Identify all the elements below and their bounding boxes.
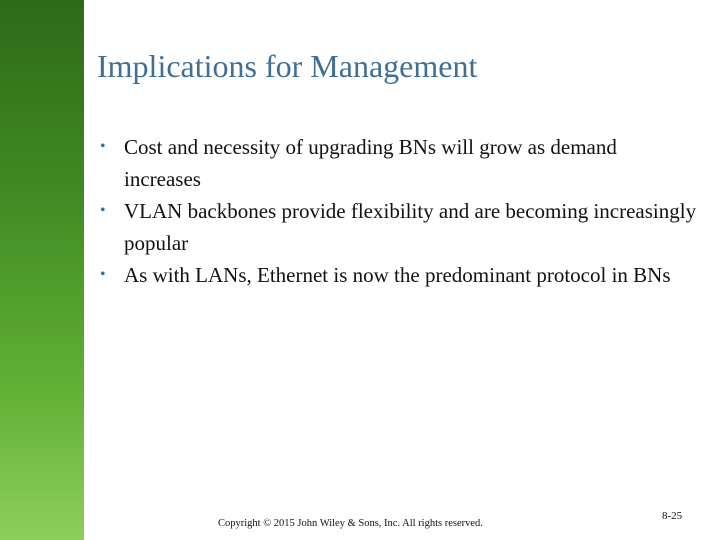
bullet-text: Cost and necessity of upgrading BNs will grow as demand increases — [124, 135, 617, 191]
bullet-dot-icon: • — [100, 266, 106, 283]
bullet-item — [98, 259, 698, 291]
bullet-list — [98, 131, 698, 291]
copyright-notice: Copyright © 2015 John Wiley & Sons, Inc. All rights reserved. — [218, 518, 483, 529]
bullet-text: VLAN backbones provide flexibility and are becoming increasingly popular — [124, 199, 697, 255]
slide-number: 8-25 — [662, 510, 683, 522]
bullet-dot-icon: • — [100, 202, 106, 219]
bullet-item — [98, 195, 698, 259]
bullet-dot-icon: • — [100, 138, 106, 155]
bullet-text: As with LANs, Ethernet is now the predominant protocol in BNs — [124, 263, 671, 287]
bullet-item — [98, 131, 698, 195]
decorative-sidebar — [0, 0, 84, 540]
slide-title: Implications for Management — [97, 48, 478, 84]
